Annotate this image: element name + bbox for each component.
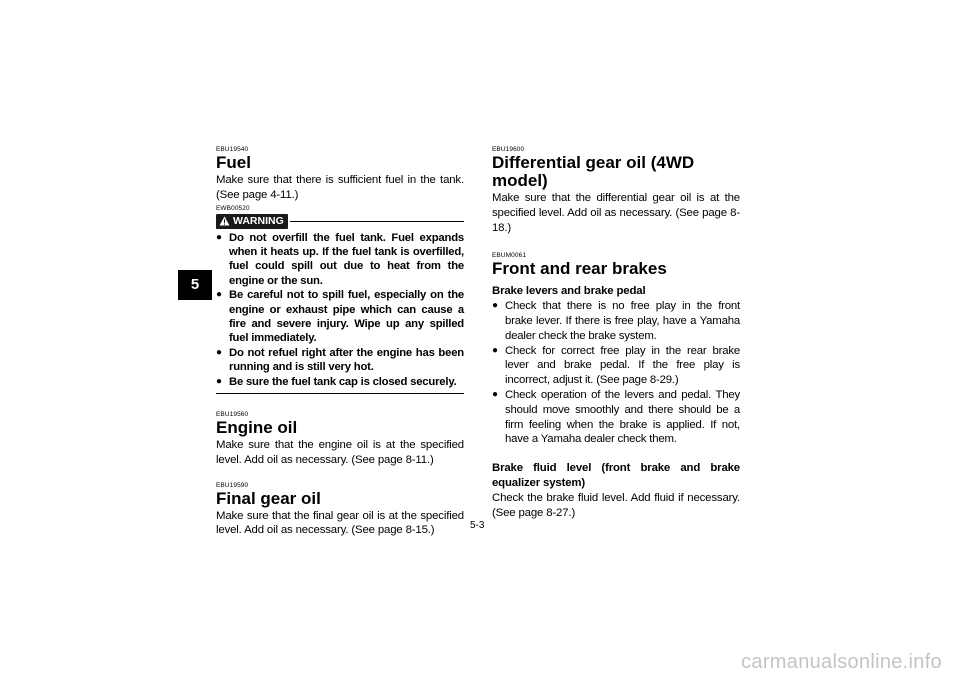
warning-item: ● Be careful not to spill fuel, especially on the engine or exhaust pipe which can cause a fire and severe injury. Wipe up any spilled fuel immediately. bbox=[216, 289, 464, 345]
section-body: Make sure that there is sufficient fuel in the tank. (See page 4-11.) bbox=[216, 174, 464, 201]
section-code: EBU19590 bbox=[216, 481, 249, 489]
watermark: carmanualsonline.info bbox=[741, 651, 942, 673]
subsection-heading: Brake levers and brake pedal bbox=[492, 285, 646, 298]
section-body: Make sure that the differential gear oil is at the specified level. Add oil as necessary. (See page 8-18.) bbox=[492, 192, 740, 234]
warning-end-rule bbox=[216, 393, 464, 394]
section-fuel bbox=[216, 146, 464, 203]
section-engine-oil bbox=[216, 411, 464, 468]
section-differential-gear-oil bbox=[492, 146, 740, 235]
warning-badge bbox=[216, 214, 288, 229]
warning-label: WARNING bbox=[233, 214, 284, 227]
warning-code: EWB00520 bbox=[216, 204, 250, 212]
section-title: Engine oil bbox=[216, 418, 298, 438]
bullet-icon: ● bbox=[216, 231, 222, 243]
list-item: ● Check for correct free play in the rear brake lever and brake pedal. If the free play is incorrect, adjust it. (See page 8-29.) bbox=[492, 344, 740, 387]
list-item: ● Check operation of the levers and pedal. They should move smoothly and there should be a firm feeling when the brake is applied. If not, have a Yamaha dealer check them. bbox=[492, 388, 740, 446]
warning-item: ● Do not overfill the fuel tank. Fuel expands when it heats up. If the fuel tank is overfilled, fuel could spill out due to heat from the engine or the sun. bbox=[216, 231, 464, 287]
brake-check-list bbox=[492, 299, 740, 447]
section-code: EBU19560 bbox=[216, 411, 249, 419]
subsection-heading: Brake fluid level (front brake and brake equalizer system) bbox=[492, 462, 740, 489]
section-brakes bbox=[492, 252, 740, 520]
section-title: Fuel bbox=[216, 153, 251, 172]
right-column bbox=[492, 146, 740, 520]
section-body: Make sure that the final gear oil is at the specified level. Add oil as necessary. (See page 8-15.) bbox=[216, 509, 464, 537]
bullet-icon: ● bbox=[492, 388, 498, 400]
left-column bbox=[216, 146, 464, 538]
section-body: Make sure that the engine oil is at the specified level. Add oil as necessary. (See page 8-11.) bbox=[216, 439, 464, 466]
warning-list bbox=[216, 231, 464, 389]
warning-rule bbox=[290, 221, 464, 222]
bullet-icon: ● bbox=[492, 300, 498, 312]
bullet-icon: ● bbox=[216, 375, 222, 387]
warning-triangle-icon bbox=[219, 216, 230, 226]
section-code: EBU19600 bbox=[492, 146, 525, 153]
bullet-icon: ● bbox=[216, 346, 222, 358]
warning-item: ● Be sure the fuel tank cap is closed securely. bbox=[216, 375, 457, 388]
section-title: Final gear oil bbox=[216, 488, 321, 508]
section-title: Front and rear brakes bbox=[492, 259, 667, 279]
warning-item: ● Do not refuel right after the engine has been running and is still very hot. bbox=[216, 346, 464, 374]
section-body: Check the brake fluid level. Add fluid if necessary. (See page 8-27.) bbox=[492, 491, 740, 519]
section-code: EBU19540 bbox=[216, 146, 249, 153]
section-title: Differential gear oil (4WD model) bbox=[492, 153, 695, 190]
section-final-gear-oil bbox=[216, 482, 464, 539]
list-item: ● Check that there is no free play in the front brake lever. If there is free play, have a Yamaha dealer check the brake system. bbox=[492, 300, 740, 342]
page-number: 5-3 bbox=[470, 520, 485, 531]
bullet-icon: ● bbox=[216, 289, 222, 301]
bullet-icon: ● bbox=[492, 344, 498, 356]
section-code: EBUM0061 bbox=[492, 252, 527, 260]
warning-header bbox=[216, 214, 464, 229]
chapter-tab: 5 bbox=[178, 270, 212, 300]
warning-block bbox=[216, 205, 464, 394]
